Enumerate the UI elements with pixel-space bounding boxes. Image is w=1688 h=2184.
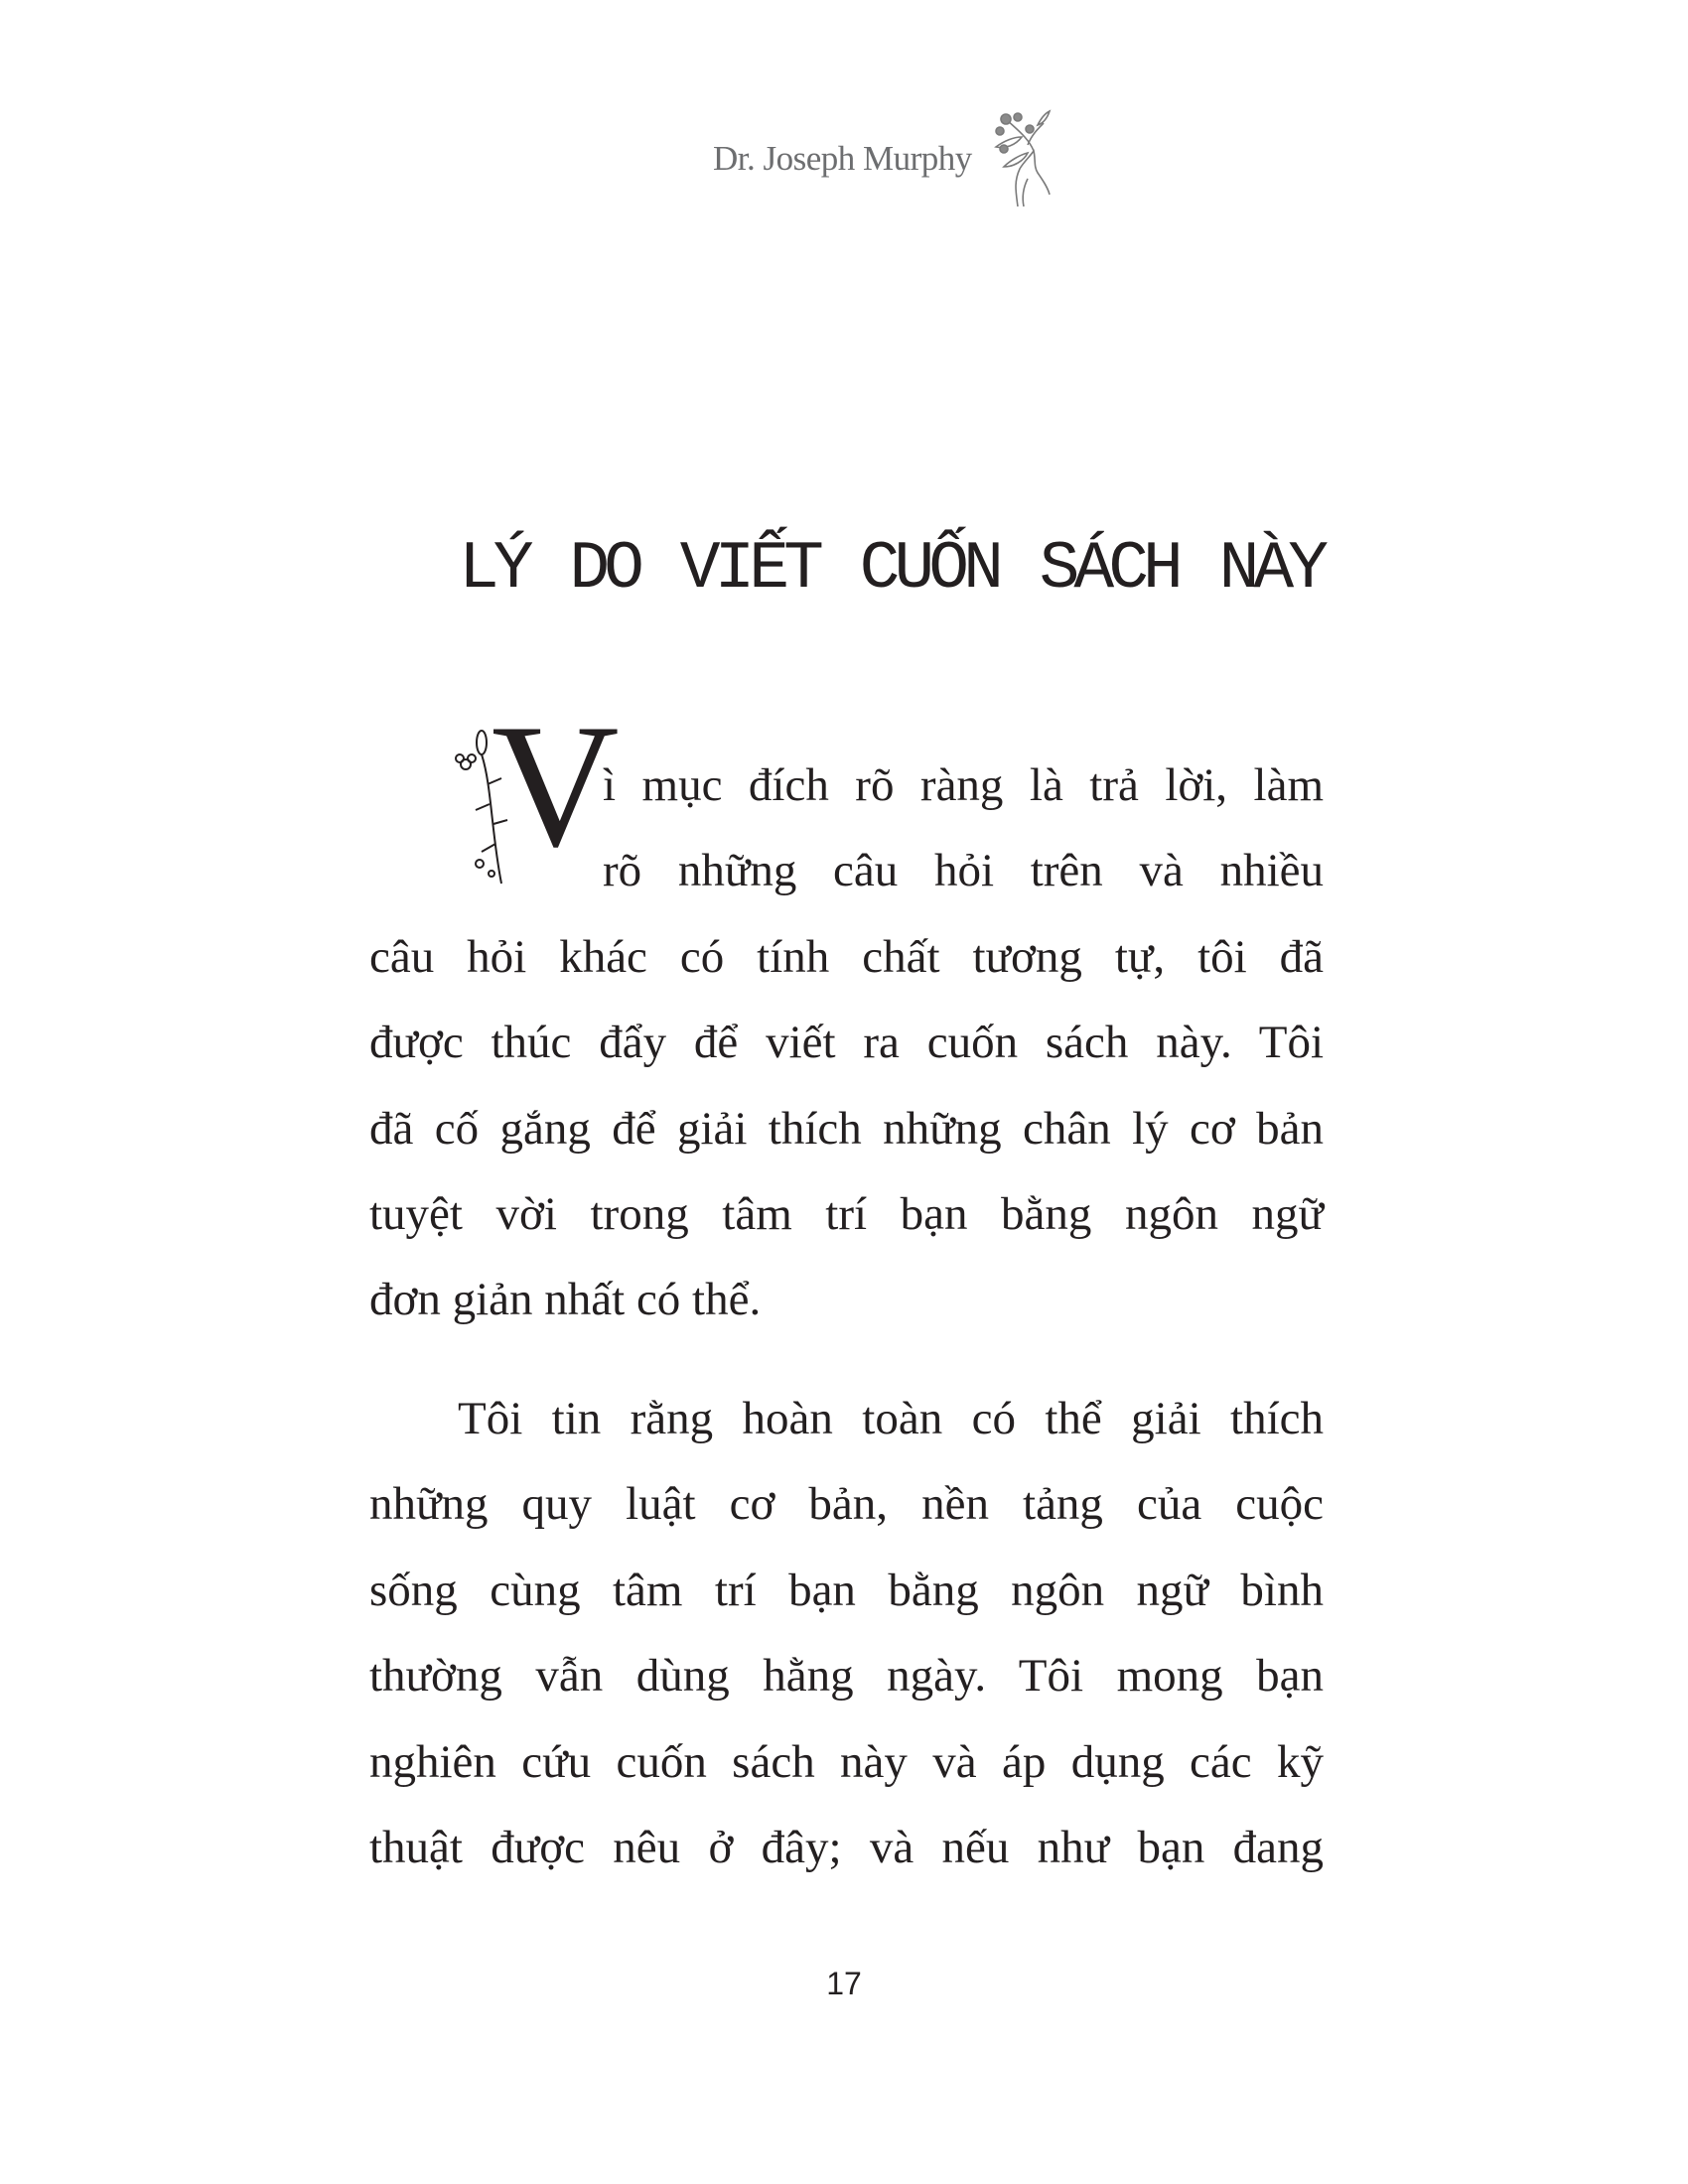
text-line: được thúc đẩy để viết ra cuốn sách này. Tôi bbox=[369, 1017, 1324, 1069]
text-line: Tôi tin rằng hoàn toàn có thể giải thích bbox=[458, 1393, 1324, 1444]
running-head-author: Dr. Joseph Murphy bbox=[713, 139, 972, 178]
text-line: những quy luật cơ bản, nền tảng của cuộc bbox=[369, 1478, 1324, 1531]
text-line: đã cố gắng để giải thích những chân lý cơ bản bbox=[369, 1102, 1324, 1155]
text-line: thuật được nêu ở đây; và nếu như bạn đang bbox=[369, 1821, 1324, 1873]
chapter-title: LÝ DO VIẾT CUỐN SÁCH NÀY bbox=[459, 531, 1323, 608]
paragraph-2 bbox=[369, 1376, 1324, 1890]
text-line: câu hỏi khác có tính chất tương tự, tôi đã bbox=[369, 930, 1324, 983]
text-line: sống cùng tâm trí bạn bằng ngôn ngữ bình bbox=[369, 1564, 1324, 1616]
text-line: tuyệt vời trong tâm trí bạn bằng ngôn ngữ bbox=[369, 1187, 1324, 1240]
text-line: đơn giản nhất có thể. bbox=[369, 1274, 762, 1326]
page-number: 17 bbox=[826, 1966, 862, 2001]
drop-cap-letter: V bbox=[492, 687, 620, 884]
text-line: ì mục đích rõ ràng là trả lời, làm bbox=[603, 759, 1324, 811]
text-line: thường vẫn dùng hằng ngày. Tôi mong bạn bbox=[369, 1650, 1324, 1703]
text-line: nghiên cứu cuốn sách này và áp dụng các kỹ bbox=[369, 1735, 1324, 1788]
hand-holding-flowers-icon bbox=[978, 107, 1054, 210]
paragraph-1 bbox=[369, 743, 1324, 1343]
text-line: rõ những câu hỏi trên và nhiều bbox=[603, 845, 1324, 897]
